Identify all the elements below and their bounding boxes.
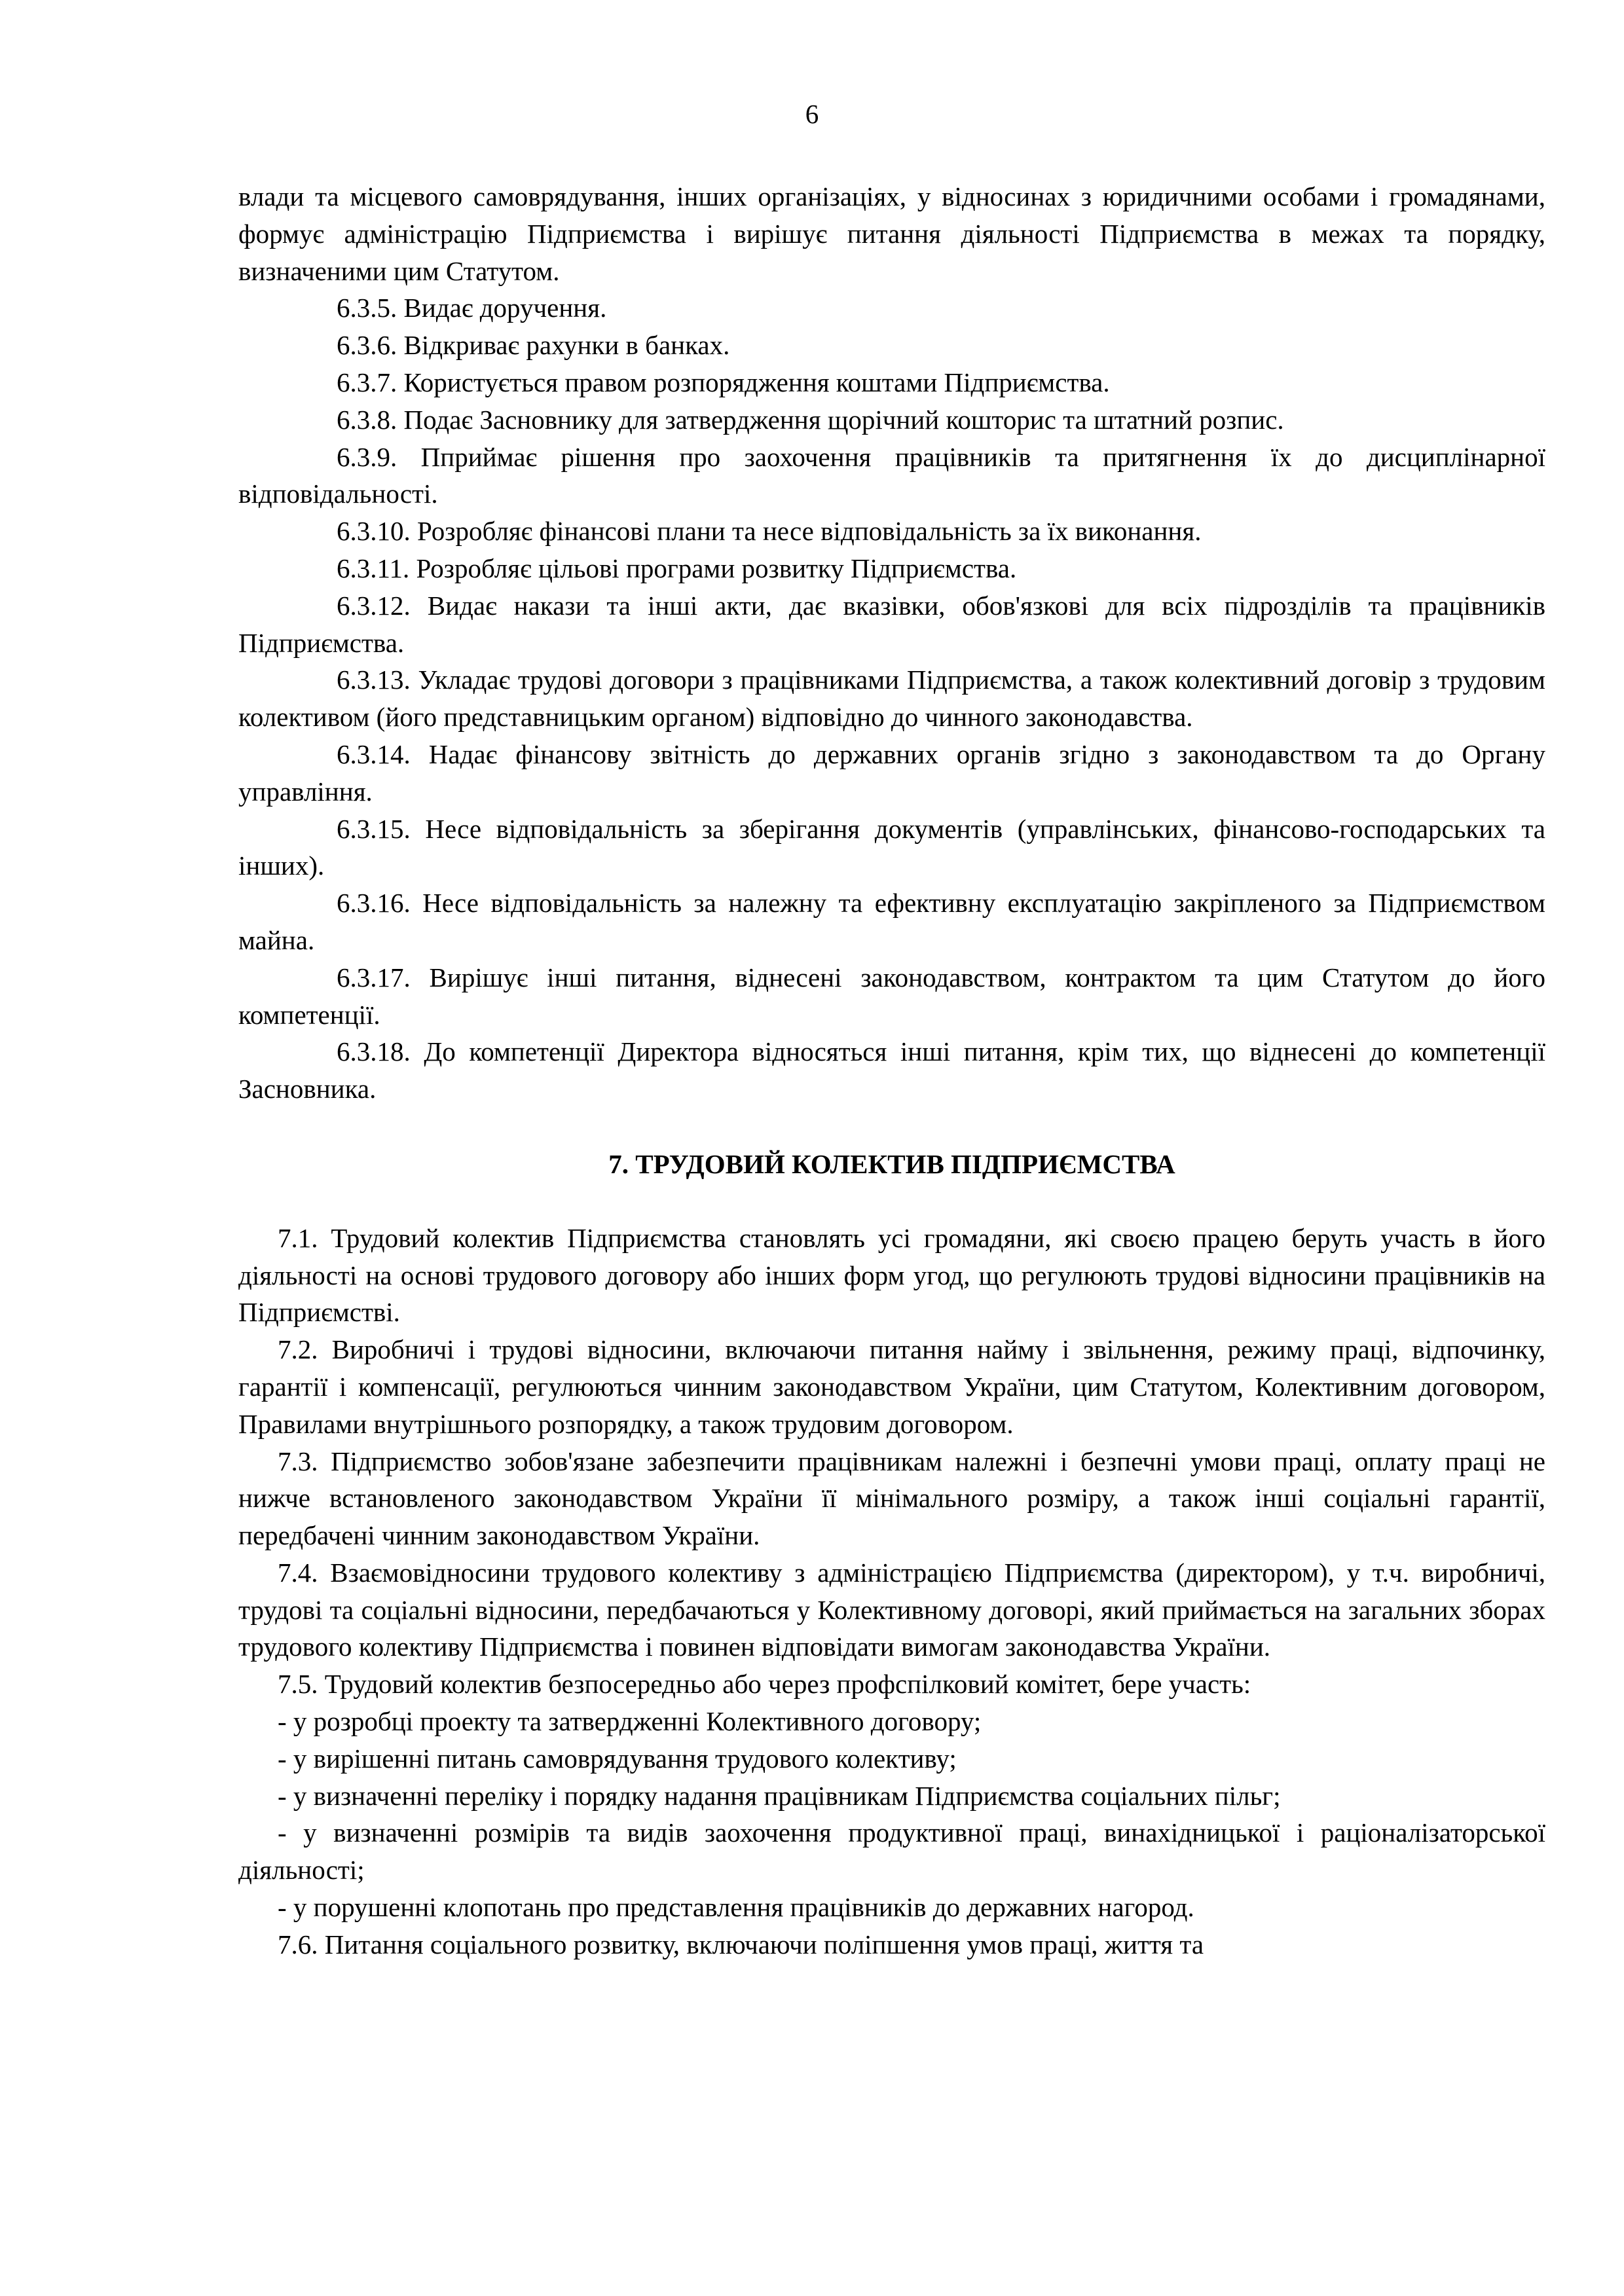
- clause-7-4: 7.4. Взаємовідносини трудового колективу з адміністрацією Підприємства (директором), у т.ч. виробничі, трудові та соціальні відносини, передбачаються у Колективному договорі, який приймається на загальних зборах трудового колективу Підприємства і повинен відповідати вимогам законодавства України.: [238, 1557, 1545, 1662]
- clause-6-3-9: 6.3.9. Пприймає рішення про заохочення працівників та притягнення їх до дисциплінарної відповідальності.: [238, 441, 1545, 509]
- participation-item: - у розробці проекту та затвердженні Колективного договору;: [278, 1706, 982, 1737]
- document-body: [238, 178, 1545, 1963]
- clause-6-3-6: 6.3.6. Відкриває рахунки в банках.: [337, 330, 730, 361]
- clause-6-3-10: 6.3.10. Розробляє фінансові плани та несе відповідальність за їх виконання.: [337, 516, 1202, 547]
- clause-7-6: 7.6. Питання соціального розвитку, включаючи поліпшення умов праці, життя та: [278, 1929, 1204, 1959]
- clause-6-3-7: 6.3.7. Користується правом розпорядження коштами Підприємства.: [337, 367, 1110, 397]
- clause-7-3: 7.3. Підприємство зобов'язане забезпечити працівникам належні і безпечні умови праці, оплату праці не нижче встановленого законодавством України її мінімального розміру, а також інші соціальні гарантії, передбачені чинним законодавством України.: [238, 1446, 1545, 1551]
- clause-6-3-5: 6.3.5. Видає доручення.: [337, 293, 607, 323]
- clause-7-1: 7.1. Трудовий колектив Підприємства становлять усі громадяни, які своєю працею беруть участь в його діяльності на основі трудового договору або інших форм угод, що регулюють трудові відносини працівників на Підприємстві.: [238, 1222, 1545, 1328]
- clause-6-3-13: 6.3.13. Укладає трудові договори з працівниками Підприємства, а також колективний договір з трудовим колективом (його представницьким органом) відповідно до чинного законодавства.: [238, 665, 1545, 733]
- clause-7-5: 7.5. Трудовий колектив безпосередньо або через профспілковий комітет, бере участь:: [278, 1669, 1251, 1700]
- participation-item: - у вирішенні питань самоврядування трудового колективу;: [278, 1743, 957, 1774]
- clause-7-2: 7.2. Виробничі і трудові відносини, включаючи питання найму і звільнення, режиму праці, відпочинку, гарантії і компенсації, регулюються чинним законодавством України, цим Статутом, Колективним договором, Правилами внутрішнього розпорядку, а також трудовим договором.: [238, 1334, 1545, 1439]
- participation-item: - у визначенні переліку і порядку надання працівникам Підприємства соціальних пільг;: [278, 1780, 1281, 1811]
- section-7-title: 7. ТРУДОВИЙ КОЛЕКТИВ ПІДПРИЄМСТВА: [608, 1148, 1175, 1179]
- clause-6-3-8: 6.3.8. Подає Засновнику для затвердження щорічний кошторис та штатний розпис.: [337, 404, 1284, 435]
- clause-6-3-18: 6.3.18. До компетенції Директора відносяться інші питання, крім тих, що віднесені до компетенції Засновника.: [238, 1036, 1545, 1104]
- section-spacer: [238, 1183, 1545, 1220]
- participation-item: - у визначенні розмірів та видів заохочення продуктивної праці, винахідницької і раціоналізаторської діяльності;: [238, 1817, 1545, 1886]
- clause-6-3-15: 6.3.15. Несе відповідальність за зберігання документів (управлінських, фінансово-господарських та інших).: [238, 813, 1545, 881]
- continuation-paragraph: влади та місцевого самоврядування, інших організаціях, у відносинах з юридичними особами і громадянами, формує адміністрацію Підприємства і вирішує питання діяльності Підприємства в межах та порядку, визначеними цим Статутом.: [238, 181, 1545, 286]
- clause-6-3-16: 6.3.16. Несе відповідальність за належну та ефективну експлуатацію закріпленого за Підприємством майна.: [238, 888, 1545, 955]
- participation-item: - у порушенні клопотань про представлення працівників до державних нагород.: [278, 1892, 1194, 1923]
- clause-6-3-12: 6.3.12. Видає накази та інші акти, дає вказівки, обов'язкові для всіх підрозділів та працівників Підприємства.: [238, 590, 1545, 658]
- clause-6-3-14: 6.3.14. Надає фінансову звітність до державних органів згідно з законодавством та до Органу управління.: [238, 738, 1545, 807]
- clause-6-3-17: 6.3.17. Вирішує інші питання, віднесені законодавством, контрактом та цим Статутом до його компетенції.: [238, 962, 1545, 1030]
- page-number: 6: [805, 99, 819, 129]
- clause-6-3-11: 6.3.11. Розробляє цільові програми розвитку Підприємства.: [337, 553, 1017, 583]
- section-spacer: [238, 1108, 1545, 1146]
